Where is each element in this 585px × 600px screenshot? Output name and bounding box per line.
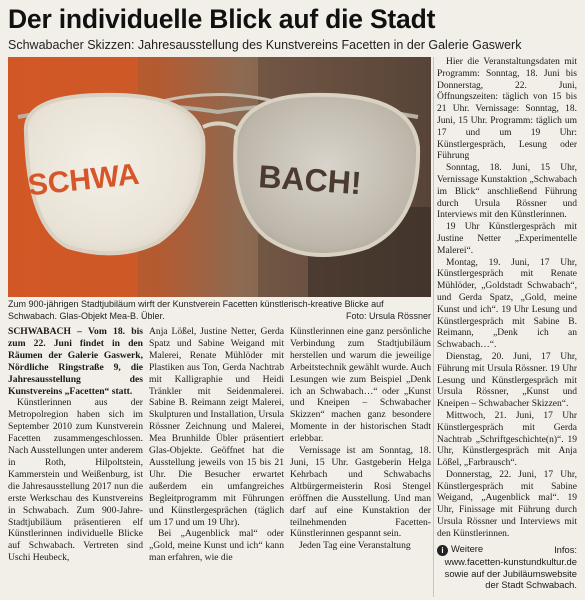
lens-left-text: SCHWA — [26, 157, 141, 203]
photo-caption — [8, 299, 431, 322]
paragraph: 19 Uhr Künstlergespräch mit Justine Netter „Experimentelle Malerei“. — [437, 222, 577, 256]
paragraph: Sonntag, 18. Juni, 15 Uhr, Vernissage Kunstaktion „Schwabach im Blick“ anschließend Führung durch Ursula Rössner und Interviews mit den Künstlerinnen. — [437, 163, 577, 221]
info-box — [437, 543, 577, 591]
paragraph: Montag, 19. Juni, 17 Uhr, Künstlergespräch mit Renate Mühlöder, „Goldstadt Schwabach“, und Gerda Spatz, „Gold, meine Kunst und ich“. 19 Uhr Lesung und Künstlergespräch mit Sabine B. Reimann, „Denk ich an Schwabach…“. — [437, 257, 577, 351]
subheadline: Schwabacher Skizzen: Jahresausstellung des Kunstvereins Facetten in der Galerie Gaswerk — [8, 38, 522, 52]
paragraph: Donnerstag, 22. Juni, 17 Uhr, Künstlergespräch mit Sabine Weigand, „Augenblick mal“. 19 Uhr, Finissage mit Führung durch Ursula Rössner und Interviews mit den Künstlerinnen. — [437, 469, 577, 539]
headline: Der individuelle Blick auf die Stadt — [8, 4, 436, 34]
article-photo — [8, 57, 431, 297]
paragraph: Vernissage ist am Sonntag, 18. Juni, 15 Uhr. Gastgeberin Helga Kehrbach und Schwabachs Altbürgermeisterin Rosi Stengel eröffnen die Ausstellung. Und man darf auf eine Kunstaktion der teilnehmenden Facetten-Künstlerinnen gespannt sein. — [290, 445, 431, 540]
paragraph: Bei „Augenblick mal“ oder „Gold, meine Kunst und ich“ kann man erfahren, wie die — [149, 528, 284, 564]
paragraph: Anja Lößel, Justine Netter, Gerda Spatz und Sabine Weigand mit Malerei, Renate Mühlöder mit Plastiken aus Ton, Gerda Nachtrab mit Kalligraphie und Heidi Tränkler mit Seidenmalerei. Sabine B. Reimann zeigt Malerei, Skulpturen und Installation, Ursula Rössner Zeichnung und Malerei, Mea Brunhilde Übler präsentiert Glas-Objekte. Geöffnet hat die Ausstellung jeweils von 15 bis 21 Uhr. Die Besucher erwartet außerdem ein umfangreiches Begleitprogramm mit Führungen und Künstlergesprächen (täglich um 17 und um 19 Uhr). — [149, 326, 284, 528]
article-column-1 — [8, 326, 143, 564]
caption-text: Zum 900-jährigen Stadtjubiläum wirft der Kunstverein Facetten künstlerisch-kreative Blicke auf Schwabach. Glas-Objekt Mea-B. Übler. — [8, 299, 384, 321]
info-label: Weitere — [451, 543, 484, 554]
lens-right-text: BACH! — [257, 158, 363, 202]
paragraph: Künstlerinnen eine ganz persönliche Verbindung zum Stadtjubiläum herstellen und warum die jeweilige Arbeitstechnik gewählt wurde. Auch Lesungen wie zum Beispiel „Denk ich an Schwabach…“ oder „Kunst und Kneipen – Schwabacher Skizzen“ machen ganz besondere Momente in der historischen Stadt erlebbar. — [290, 326, 431, 445]
paragraph: Jeden Tag eine Veranstaltung — [299, 540, 411, 552]
article-column-2 — [149, 326, 284, 564]
info-text: www.facetten-kunstundkultur.de sowie auf der Jubiläumswebsite der Stadt Schwabach. — [444, 556, 577, 591]
paragraph: Mittwoch, 21. Juni, 17 Uhr Künstlergespräch mit Gerda Nachtrab „Schriftgeschichte(n)“. 19 Uhr, Künstlergespräch mit Anja Lößel, „Farbrausch“. — [437, 410, 577, 469]
event-schedule-column — [437, 57, 577, 541]
paragraph: Hier die Veranstaltungsdaten mit Programm: Sonntag, 18. Juni bis Donnerstag, 22. Juni, Öffnungszeiten: täglich von 15 bis 21 Uhr. Vernissage: Sonntag, 18. Juni, 15 Uhr. Programm: täglich um 17 und um 19 Uhr: Künstlergespräch, Lesung oder Führung — [437, 57, 577, 162]
paragraph: Künstlerinnen aus der Metropolregion haben sich im September 2010 zum Kunstverein Facetten zusammengeschlossen. Nach Ausstellungen unter anderem in Roth, Hilpoltstein, Kammerstein und Weißenburg, ist die Jahresausstellung 2017 nun die erste Werkschau des Kunstvereins in Schwabach. Zum 900-Jahre-Stadtjubiläum präsentieren elf Künstlerinnen individuelle Blicke auf Schwabach. Vertreten sind Uschi Heubeck, — [8, 397, 143, 564]
paragraph: Dienstag, 20. Juni, 17 Uhr, Führung mit Ursula Rössner. 19 Uhr Lesung und Künstlergespräch mit Ursula Rössner, „Kunst und Kneipen – Schwabacher Skizzen“. — [437, 351, 577, 410]
info-label-right: Infos: — [554, 543, 577, 555]
lead-paragraph: SCHWABACH – Vom 18. bis zum 22. Juni findet in den Räumen der Galerie Gaswerk, Nördliche Ringstraße 9, die Jahresausstellung des Kunstvereins „Facetten“ statt. — [8, 326, 143, 397]
info-icon: i — [437, 545, 448, 556]
photo-credit: Foto: Ursula Rössner — [345, 310, 431, 321]
article-column-3 — [290, 326, 431, 552]
column-divider — [433, 57, 434, 597]
